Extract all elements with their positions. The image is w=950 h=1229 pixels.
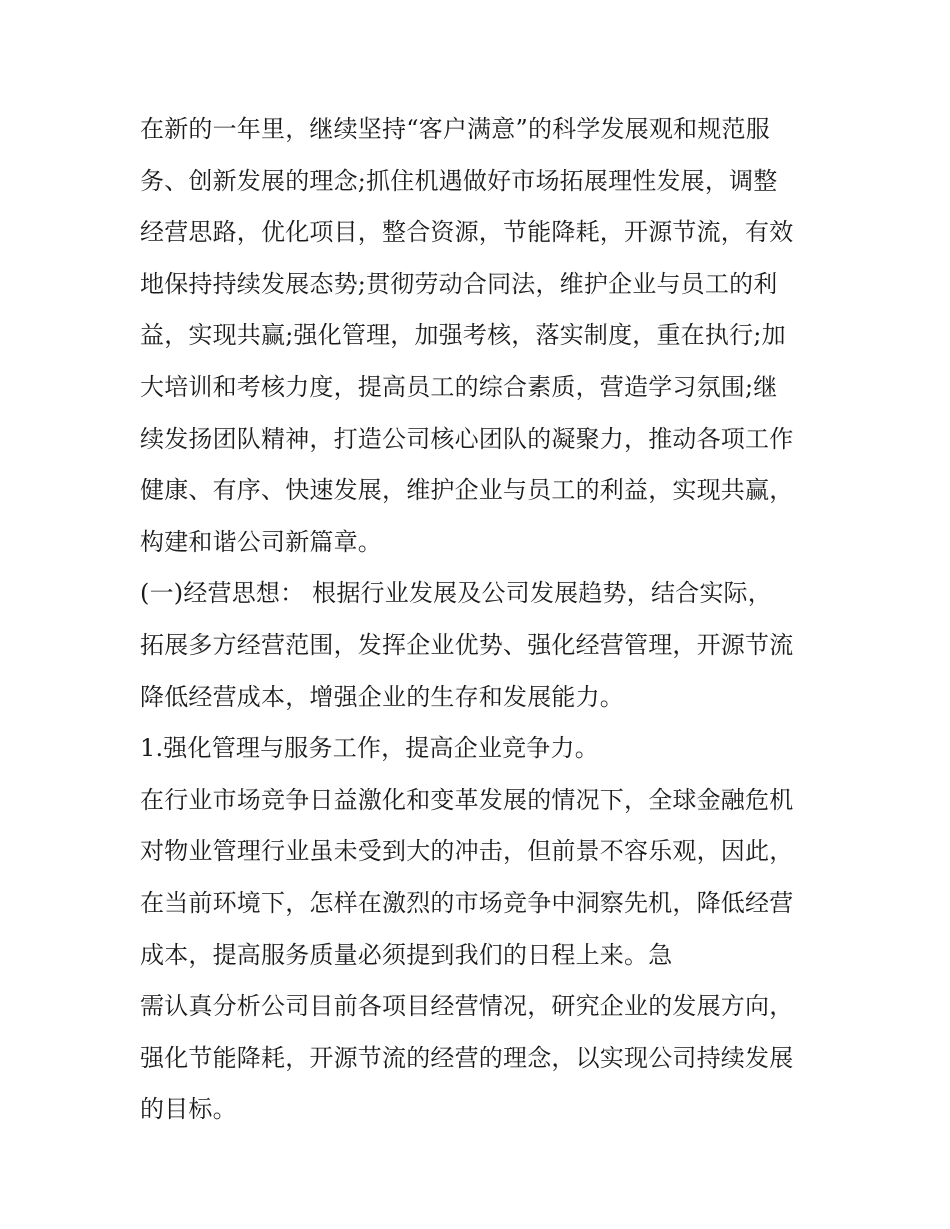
text-line: 降低经营成本，增强企业的生存和发展能力。	[140, 682, 624, 711]
text-line: 大培训和考核力度，提高员工的综合素质，营造学习氛围;继	[140, 372, 778, 401]
text-line: 在行业市场竞争日益激化和变革发展的情况下，全球金融危机	[140, 785, 794, 814]
text-line: 续发扬团队精神，打造公司核心团队的凝聚力，推动各项工作	[140, 424, 794, 453]
text-line: 在当前环境下，怎样在激烈的市场竞争中洞察先机，降低经营	[140, 888, 794, 917]
text-line: 的目标。	[140, 1095, 237, 1124]
body-text	[140, 104, 820, 1136]
text-line: 需认真分析公司目前各项目经营情况，研究企业的发展方向，	[140, 992, 794, 1021]
text-line: 构建和谐公司新篇章。	[140, 527, 382, 556]
text-line: 益，实现共赢;强化管理，加强考核，落实制度，重在执行;加	[140, 321, 786, 350]
text-line: 健康、有序、快速发展，维护企业与员工的利益，实现共赢，	[140, 476, 794, 505]
text-line: 地保持持续发展态势;贯彻劳动合同法，维护企业与员工的利	[140, 269, 778, 298]
section-heading: (一)经营思想： 根据行业发展及公司发展趋势，结合实际，	[140, 579, 772, 608]
text-line: 在新的一年里，继续坚持“客户满意”的科学发展观和规范服	[140, 115, 770, 143]
text-line: 经营思路，优化项目，整合资源，节能降耗，开源节流，有效	[140, 218, 794, 247]
text-line: 拓展多方经营范围，发挥企业优势、强化经营管理，开源节流	[140, 630, 794, 659]
text-line: 成本，提高服务质量必须提到我们的日程上来。急	[140, 940, 673, 969]
text-line: 务、创新发展的理念;抓住机遇做好市场拓展理性发展，调整	[140, 166, 778, 195]
text-line: 对物业管理行业虽未受到大的冲击，但前景不容乐观，因此，	[140, 837, 794, 866]
subsection-heading: 1.强化管理与服务工作，提高企业竞争力。	[140, 734, 599, 763]
text-line: 强化节能降耗，开源节流的经营的理念，以实现公司持续发展	[140, 1043, 794, 1072]
